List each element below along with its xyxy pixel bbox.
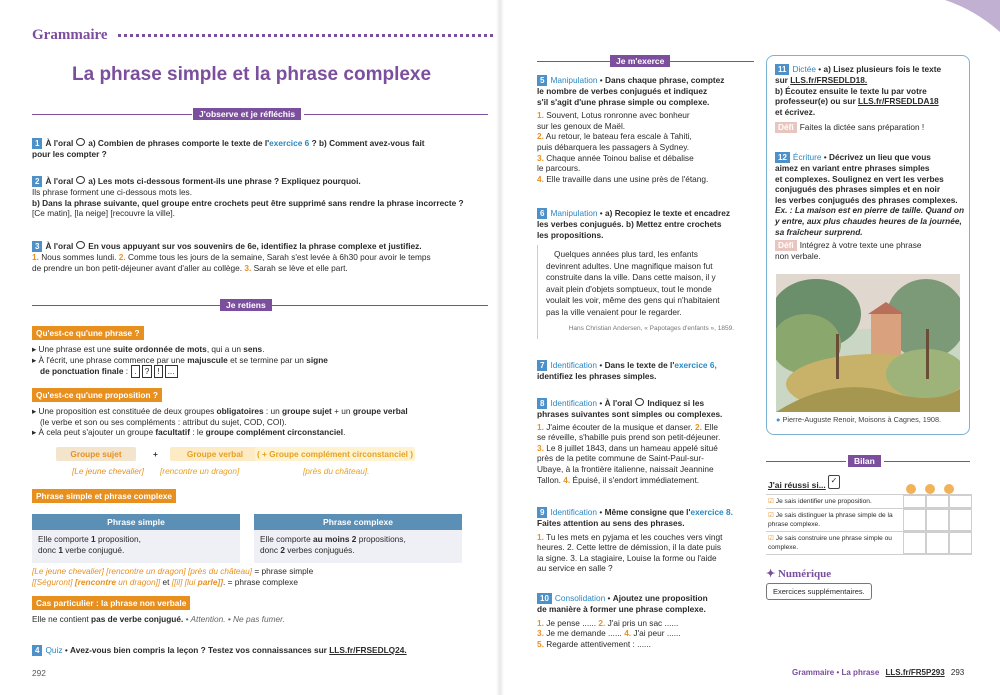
- box-text: Elle comporte: [38, 534, 89, 544]
- checkbox-cell[interactable]: [949, 495, 972, 508]
- rule-text: Une proposition est constituée de deux groupes: [38, 406, 215, 416]
- checkbox-cell[interactable]: [903, 495, 926, 508]
- exercise-number: 4: [32, 645, 42, 656]
- exercise-5: 5 Manipulation • Dans chaque phrase, comptez le nombre de verbes conjugués et indiquez s'il s'agit d'une phrase simple ou complexe. 1. Souvent, Lotus ronronne avec bonheur sur les genoux de Maël. 2. Au retour, le bateau fera escale à Tahiti, puis débarquera les passagers à Sydney. 3. Chaque année Toinou balise et débalise le parcours. 4. Elle travaille dans une usine près de l'étang.: [537, 75, 752, 184]
- list-item: au service en salle ?: [537, 563, 613, 574]
- box-head: Phrase simple: [32, 514, 240, 530]
- checkbox-cell[interactable]: [903, 509, 926, 531]
- list-item: 4. Elle travaille dans une usine près de l'étang.: [537, 173, 709, 184]
- box-body: [32, 530, 240, 563]
- smiley-sad-icon: [944, 484, 954, 494]
- box-text: 1: [91, 534, 96, 544]
- exercise-12: 12 Écriture • Décrivez un lieu que vous aimez en variant entre phrases simples et complexes. Soulignez en vert les verbes conjugués des phrases simples et en noir les verbes conjugués des phrases complexes. Ex. : La maison est en pierre de taille. Quand on y entre, aux plus chaudes heures de la journée, sa fraîcheur surprend. Défi Intégrez à votre texte une phrase non verbale.: [775, 152, 965, 261]
- rule-text: obligatoires: [216, 406, 264, 416]
- list-item: 3. Chaque année Toinou balise et débalise: [537, 152, 694, 163]
- list-item: 1. Tu les mets en pyjama et les couches vers vingt: [537, 531, 723, 542]
- box-body: [254, 530, 462, 563]
- right-page: [500, 0, 1000, 695]
- exercise-text: Faites la dictée sans préparation !: [799, 122, 925, 133]
- exercise-text: a) Combien de phrases comporte le texte de l': [88, 138, 270, 148]
- page-number: 292: [32, 668, 46, 678]
- table-cell: ☑ Je sais distinguer la phrase simple de la phrase complexe.: [768, 512, 893, 528]
- rule-text: : le: [192, 427, 204, 438]
- rule-text: Elle ne contient: [32, 614, 89, 624]
- exercise-number: 1: [32, 138, 42, 149]
- exercise-type: Dictée: [792, 64, 816, 74]
- rule-text: groupe sujet: [282, 406, 332, 416]
- exercise-text: Intégrez à votre texte une phrase: [799, 240, 922, 251]
- exercise-example: y entre, aux plus chaudes heures de la journée,: [775, 215, 962, 226]
- rule-text: • Attention. • Ne pas fumer.: [185, 614, 285, 624]
- exercise-number: 10: [537, 593, 552, 604]
- quote-line: devinrent adultes. Une magnifique maison fut: [546, 260, 713, 271]
- quote-line: Quelques années plus tard, les enfants: [554, 249, 698, 259]
- exercise-text: [Ce matin], [la neige] [recouvre la ville].: [32, 208, 175, 219]
- list-item: 3. Le 8 juillet 1843, dans un hameau appelé situé: [537, 442, 718, 453]
- example-text: = phrase simple: [254, 566, 314, 576]
- box-text: donc: [260, 544, 278, 555]
- exercise-number: 6: [537, 208, 547, 219]
- exercise-text: identifiez les phrases simples.: [537, 371, 657, 381]
- exercise-text: non verbale.: [775, 250, 821, 261]
- exercise-type: Identification: [550, 398, 598, 408]
- exercise-number: 5: [537, 75, 547, 86]
- checkbox-cell[interactable]: [903, 532, 926, 554]
- exercise-text: de prendre un bon petit-déjeuner avant d'aller au collège.: [32, 262, 243, 273]
- exercise-example: sa fraîcheur surprend.: [775, 226, 863, 237]
- retiens-label: Je retiens: [220, 299, 272, 311]
- divider: [884, 461, 970, 462]
- exercise-text: En vous appuyant sur vos souvenirs de 6e, identifiez la phrase complexe et justifiez.: [88, 241, 422, 251]
- speech-icon: [76, 241, 85, 249]
- bilan-label: Bilan: [848, 455, 881, 467]
- divider: [32, 305, 220, 306]
- list-item: 1. Souvent, Lotus ronronne avec bonheur: [537, 110, 690, 121]
- speech-icon: [76, 138, 85, 146]
- rule-text: sens: [243, 344, 263, 354]
- rule-text: et se termine par un: [230, 354, 304, 365]
- box-simple: [32, 514, 240, 563]
- example-text: [rencontre: [74, 576, 116, 587]
- exercise-text: et complexes. Soulignez en vert les verbes: [775, 173, 944, 184]
- example-text: parle]]: [197, 576, 223, 587]
- question-tag: Phrase simple et phrase complexe: [32, 489, 176, 503]
- exercise-number: 3: [32, 241, 42, 252]
- section-header: Grammaire: [32, 27, 108, 43]
- exercise-number: 7: [537, 360, 547, 371]
- example-text: [Le jeune chevalier]: [32, 566, 104, 576]
- exercise-6: 6 Manipulation • a) Recopiez le texte et encadrez les verbes conjugués. b) Mettez entre crochets les propositions.: [537, 208, 730, 240]
- rule-text: , qui a un: [206, 344, 241, 354]
- header-dots: [118, 34, 493, 37]
- clipboard-icon: ✓: [828, 475, 840, 489]
- rule-text: : un: [265, 406, 280, 416]
- footer-chapter: Grammaire • La phrase: [792, 668, 880, 677]
- punct-box: ...: [165, 365, 178, 378]
- exercise-type: Identification: [550, 507, 598, 517]
- box-text: proposition,: [97, 534, 141, 544]
- exercise-text: a) Les mots ci-dessous forment-ils une phrase ? Expliquez pourquoi.: [88, 176, 361, 186]
- plus-sign: +: [153, 449, 158, 459]
- item-number: 1.: [32, 252, 39, 262]
- footer-link[interactable]: LLS.fr/FR5P293: [885, 668, 945, 677]
- divider: [766, 461, 846, 462]
- footer: [792, 668, 964, 677]
- exercise-text: Avez-vous bien compris la leçon ? Testez vos connaissances sur: [70, 645, 327, 655]
- checkbox-cell[interactable]: [926, 495, 949, 508]
- quote-source: Hans Christian Andersen, « Papotages d'enfants », 1859.: [568, 325, 734, 332]
- cell-text: Je sais construire une phrase simple ou complexe.: [768, 535, 892, 551]
- divider: [32, 114, 192, 115]
- example-text: [[Séguront]: [32, 576, 73, 587]
- rule-text: + un: [334, 406, 351, 416]
- exercise-number: 11: [775, 64, 789, 75]
- group-cc: ( + Groupe complément circonstanciel ): [256, 449, 414, 459]
- numerique-heading: [766, 567, 831, 580]
- box-text: 2: [280, 544, 285, 555]
- list-item: puis débarquera les passagers à Sydney.: [537, 141, 690, 152]
- exercise-text: les verbes conjugués des phrases complexes.: [775, 194, 958, 205]
- example-text: un dragon]: [145, 566, 186, 576]
- item-list: [537, 618, 752, 650]
- example-text: [lui: [184, 576, 196, 587]
- rule-text: Une phrase est une: [38, 344, 111, 354]
- exercise-text: a) Recopiez le texte et encadrez: [605, 208, 730, 218]
- exercise-9: 9 Identification • Même consigne que l'exercice 8. Faites attention au sens des phrases. 1. Tu les mets en pyjama et les couches vers vingt heures. 2. Cette lettre de démission, il la date puis la signe. 3. La stagiaire, Louise la forme ou l'aide au service en salle ?: [537, 507, 752, 574]
- example-text: [[il]: [171, 576, 183, 587]
- oral-label: À l'oral: [45, 176, 74, 186]
- exercise-link[interactable]: exercice 6,: [674, 360, 717, 370]
- list-item: 1. Je pense ...... 2. J'ai pris un sac ......: [537, 617, 679, 628]
- exercise-text: de manière à former une phrase complexe.: [537, 604, 706, 614]
- list-item: 2. Au retour, le bateau fera escale à Tahiti,: [537, 131, 692, 142]
- dictee-link[interactable]: LLS.fr/FRSEDLD18.: [790, 75, 868, 85]
- box-text: 1: [58, 544, 63, 555]
- box-text: Elle comporte: [260, 534, 311, 544]
- exercise-number: 12: [775, 152, 790, 163]
- item-list: [537, 532, 752, 574]
- exercise-text: pour les compter ?: [32, 149, 107, 159]
- dictee-audio-link[interactable]: LLS.fr/FRSEDLDA18: [858, 96, 939, 107]
- oral-label: À l'oral: [45, 138, 74, 148]
- exercise-text: Ajoutez une proposition: [612, 593, 708, 603]
- exercise-3: [32, 241, 492, 273]
- exercise-type: Identification: [550, 360, 598, 370]
- item-number: 2.: [118, 252, 126, 262]
- exercise-1: [32, 138, 492, 160]
- group-sujet: Groupe sujet: [56, 447, 136, 461]
- rule-text: (le verbe et son ou ses compléments : attribut du sujet, COD, COI).: [40, 416, 287, 427]
- cell-text: Je sais distinguer la phrase simple de la phrase complexe.: [768, 512, 893, 528]
- exercise-text: le nombre de verbes conjugués et indiquez: [537, 86, 708, 96]
- box-head: Phrase complexe: [254, 514, 462, 530]
- exercise-text: Faites attention au sens des phrases.: [537, 518, 685, 528]
- special-rule: [32, 614, 492, 625]
- exercise-text: professeur(e) ou sur: [775, 96, 856, 107]
- exercise-text: aimez en variant entre phrases simples: [775, 163, 930, 173]
- box-complex: [254, 514, 462, 563]
- quiz-link[interactable]: LLS.fr/FRSEDLQ24.: [329, 645, 407, 655]
- box-text: au moins 2: [313, 534, 357, 544]
- exercise-text: s'il s'agit d'une phrase simple ou complexe.: [537, 96, 710, 107]
- item-list: [537, 110, 752, 184]
- punct-box: .: [131, 365, 139, 378]
- list-item: la signe. 3. La stagiaire, Louise la forme ou l'aide: [537, 552, 717, 563]
- question-tag: Qu'est-ce qu'une phrase ?: [32, 326, 144, 340]
- rule-text: À l'écrit, une phrase commence par une: [38, 354, 185, 365]
- table-cell: ☑ Je sais identifier une proposition.: [768, 498, 872, 505]
- exercise-number: 2: [32, 176, 42, 187]
- exercise-2: [32, 176, 492, 219]
- cell-text: Je sais identifier une proposition.: [775, 498, 872, 505]
- rule-text: :: [125, 366, 129, 377]
- divider: [272, 305, 488, 306]
- example-text: . = phrase complexe: [222, 576, 298, 587]
- painting-image: [776, 274, 960, 412]
- caption-text: Pierre-Auguste Renoir, Moisons à Cagnes, 1908.: [782, 415, 942, 424]
- defi-badge: Défi: [775, 122, 797, 133]
- example-text: [rencontre: [106, 566, 144, 576]
- list-item: 1. J'aime écouter de la musique et danser. 2. Elle: [537, 421, 719, 432]
- box-text: verbe conjugué.: [65, 544, 125, 555]
- rule-text: facultatif: [155, 427, 190, 438]
- checkbox-cell[interactable]: [949, 509, 972, 531]
- list-item: sur les genoux de Maël.: [537, 120, 626, 131]
- example-text: et: [162, 576, 170, 587]
- group-example: [rencontre un dragon]: [160, 466, 240, 476]
- exercise-type: Consolidation: [554, 593, 606, 603]
- list-item: Ubaye, à la frontière italienne, naissait Jeannine: [537, 463, 714, 474]
- rule-text: majuscule: [187, 354, 228, 365]
- quote-line: construite dans la ville. Dans cette maison, il y: [546, 272, 716, 282]
- exercise-number: 8: [537, 398, 547, 409]
- exercise-8: 8 Identification • À l'oral Indiquez si les phrases suivantes sont simples ou complexes. 1. J'aime écouter de la musique et danser. 2. Elle se réveille, s'habille puis prend son petit-déjeuner. 3. Le 8 juillet 1843, dans un hameau appelé situé près de la petite commune de Saint-Paul-sur- Ubaye, à la frontière italienne, naissait Jeannine Tallon. 4. Épuisé, il s'endort immédiatement.: [537, 398, 752, 485]
- exercise-text: Ils phrase forment une ci-dessous mots les.: [32, 187, 193, 197]
- item-list: [537, 422, 752, 486]
- exercise-text: les propositions.: [537, 229, 604, 240]
- smiley-happy-icon: [906, 484, 916, 494]
- quiz: 4 Quiz • Avez-vous bien compris la leçon ? Testez vos connaissances sur LLS.fr/FRSEDLQ24.: [32, 645, 492, 656]
- rule-text: de ponctuation finale: [40, 366, 124, 377]
- exercise-7: 7 Identification • Dans le texte de l'exercice 6, identifiez les phrases simples.: [537, 360, 717, 381]
- list-item: près de la petite commune de Saint-Paul-sur-: [537, 453, 704, 464]
- rule-text: À cela peut s'ajouter un groupe: [38, 427, 154, 438]
- numerique-label: Numérique: [777, 568, 832, 580]
- list-item: 5. Regarde attentivement : ......: [537, 638, 651, 649]
- smiley-neutral-icon: [925, 484, 935, 494]
- question-tag: Cas particulier : la phrase non verbale: [32, 596, 190, 610]
- checkbox-cell[interactable]: [926, 532, 949, 554]
- observe-label: J'observe et je réfléchis: [193, 108, 301, 120]
- question-tag: Qu'est-ce qu'une proposition ?: [32, 388, 162, 402]
- exercise-type: Manipulation: [550, 75, 598, 85]
- speech-icon: [635, 398, 644, 406]
- punct-box: !: [154, 365, 162, 378]
- list-item: se réveille, s'habille puis prend son petit-déjeuner.: [537, 432, 721, 443]
- list-item: le parcours.: [537, 163, 581, 174]
- painting-caption: ● Pierre-Auguste Renoir, Moisons à Cagnes, 1908.: [776, 415, 942, 424]
- checkbox-cell[interactable]: [926, 509, 949, 531]
- page-number: 293: [950, 668, 965, 677]
- rule-text: suite ordonnée de mots: [113, 344, 207, 354]
- exercise-text: et écrivez.: [775, 106, 816, 117]
- group-example: [Le jeune chevalier]: [72, 466, 144, 476]
- exercise-link[interactable]: exercice 8.: [690, 507, 733, 517]
- box-text: propositions,: [358, 534, 406, 544]
- exercise-11: 11 Dictée • a) Lisez plusieurs fois le texte sur LLS.fr/FRSEDLD18. b) Écoutez ensuite le texte lu par votre professeur(e) ou sur LLS.fr/FRSEDLDA18 et écrivez. Défi Faites la dictée sans préparation !: [775, 64, 942, 133]
- exercise-link[interactable]: exercice 6: [269, 138, 310, 148]
- speech-icon: [76, 176, 85, 184]
- exercise-type: Manipulation: [550, 208, 598, 218]
- table-row: [766, 494, 972, 508]
- exercise-text: b) Écoutez ensuite le texte lu par votre: [775, 85, 927, 96]
- list-item: heures. 2. Cette lettre de démission, il la date puis: [537, 542, 722, 553]
- group-example: [près du château].: [303, 466, 370, 476]
- exercise-text: Dans chaque phrase, comptez: [605, 75, 725, 85]
- page-title: La phrase simple et la phrase complexe: [72, 64, 432, 85]
- item-number: 3.: [244, 262, 252, 273]
- rule-text: pas de verbe conjugué.: [91, 614, 184, 624]
- list-item: 3. Je me demande ...... 4. J'ai peur ......: [537, 628, 681, 639]
- exercise-text: b) Dans la phrase suivante, quel groupe entre crochets peut être supprimé sans rendre la phrase incorrecte ?: [32, 197, 464, 208]
- group-verbal: Groupe verbal: [170, 447, 260, 461]
- table-row: [766, 531, 972, 555]
- exercise-text: Dans le texte de l': [604, 360, 675, 370]
- rule-proposition: ▸ Une proposition est constituée de deux groupes obligatoires : un groupe sujet + un groupe verbal (le verbe et son ou ses compléments : attribut du sujet, COD, COI). ▸ À cela peut s'ajouter un groupe facultatif : le groupe complément circonstanciel.: [32, 406, 408, 438]
- divider: [670, 61, 754, 62]
- list-item: Tallon. 4. Épuisé, il s'endort immédiatement.: [537, 474, 700, 485]
- exercise-text: ? b) Comment avez-vous fait: [311, 138, 425, 148]
- oral-label: À l'oral: [604, 398, 633, 408]
- exercises-button[interactable]: Exercices supplémentaires.: [766, 583, 872, 600]
- exercise-text: Sarah se lève et elle part.: [253, 262, 348, 273]
- exercise-text: Comme tous les jours de la semaine, Sarah s'est levée à 6h30 pour avoir le temps: [127, 252, 431, 262]
- exercise-text: les verbes conjugués. b) Mettez entre crochets: [537, 219, 722, 229]
- checkbox-cell[interactable]: [949, 532, 972, 554]
- quote-line: voulait les voir, même des gens qui n'habitaient: [546, 295, 720, 305]
- rule-text: signe: [306, 354, 328, 365]
- rule-phrase: ▸ Une phrase est une suite ordonnée de mots, qui a un sens. ▸ À l'écrit, une phrase commence par une majuscule et se termine par un signe de ponctuation finale : . ? ! ...: [32, 344, 328, 377]
- exercise-text: conjugués des phrases simples et en noir: [775, 184, 941, 195]
- exercise-text: a) Lisez plusieurs fois le texte: [823, 64, 942, 74]
- divider: [304, 114, 488, 115]
- exercise-text: Indiquez si les: [647, 398, 705, 408]
- quote-block: [537, 245, 742, 339]
- exercise-text: Nous sommes lundi.: [41, 252, 117, 262]
- box-text: donc: [38, 544, 56, 555]
- sparkle-icon: ✦: [766, 568, 776, 580]
- example-text: [près du château]: [187, 566, 253, 576]
- exercise-text: Même consigne que l': [604, 507, 691, 517]
- exercise-type: Écriture: [792, 152, 822, 162]
- reussi-label: J'ai réussi si...: [768, 480, 826, 490]
- bilan-table: [766, 494, 972, 555]
- exerce-label: Je m'exerce: [610, 55, 670, 67]
- defi-badge: Défi: [775, 240, 797, 251]
- quote-line: pas la ville venaient pour le regarder.: [546, 306, 682, 317]
- exercise-example: Ex. : La maison est en pierre de taille. Quand on: [775, 205, 965, 216]
- oral-label: À l'oral: [45, 241, 74, 251]
- exercise-text: phrases suivantes sont simples ou complexes.: [537, 409, 723, 419]
- quote-line: avait plein d'objets somptueux, tout le monde: [546, 283, 712, 294]
- rule-text: groupe complément circonstanciel: [205, 427, 344, 438]
- renoir-painting: [776, 274, 960, 412]
- examples: [32, 566, 492, 587]
- exercise-text: sur: [775, 75, 788, 85]
- example-text: un dragon]]: [118, 576, 161, 587]
- exercise-10: 10 Consolidation • Ajoutez une proposition de manière à former une phrase complexe. 1. Je pense ...... 2. J'ai pris un sac ...... 3. Je me demande ...... 4. J'ai peur ...... 5. Regarde attentivement : ......: [537, 593, 752, 649]
- decor-swoosh: [945, 0, 1000, 40]
- box-text: verbes conjugués.: [287, 544, 355, 555]
- table-cell: ☑ Je sais construire une phrase simple ou complexe.: [768, 535, 892, 551]
- punct-box: ?: [142, 365, 153, 378]
- rule-text: groupe verbal: [352, 406, 408, 416]
- exercise-type: Quiz: [45, 645, 63, 655]
- table-row: [766, 508, 972, 531]
- exercise-text: Décrivez un lieu que vous: [829, 152, 931, 162]
- exercise-number: 9: [537, 507, 547, 518]
